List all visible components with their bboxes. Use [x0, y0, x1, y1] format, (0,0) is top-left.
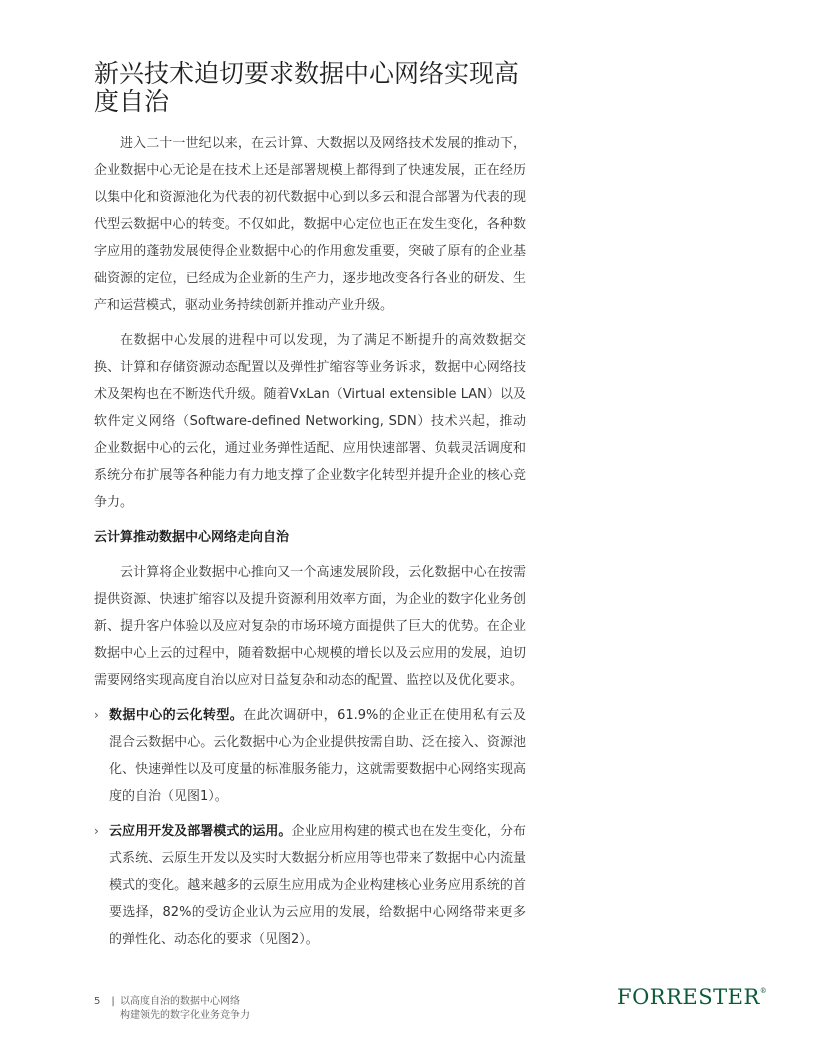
bullet-text: 企业应用构建的模式也在发生变化，分布式系统、云原生开发以及实时大数据分析应用等也带来了数据中心内流量模式的变化。越来越多的云原生应用成为企业构建核心业务应用系统的首要选择，82%的受访企业认为云应用的发展，给数据中心网络带来更多的弹性化、动态化的要求（见图2）。	[109, 824, 526, 947]
page-number: 5	[94, 996, 101, 1007]
footer-separator: |	[111, 996, 115, 1007]
bullet-item	[94, 702, 526, 810]
chevron-right-icon: ›	[94, 708, 99, 722]
intro-paragraph-1: 进入二十一世纪以来，在云计算、大数据以及网络技术发展的推动下，企业数据中心无论是在技术上还是部署规模上都得到了快速发展，正在经历以集中化和资源池化为代表的初代数据中心到以多云和混合部署为代表的现代型云数据中心的转变。不仅如此，数据中心定位也正在发生变化，各种数字应用的蓬勃发展使得企业数据中心的作用愈发重要，突破了原有的企业基础资源的定位，已经成为企业新的生产力，逐步地改变各行各业的研发、生产和运营模式，驱动业务持续创新并推动产业升级。	[94, 136, 526, 313]
chevron-right-icon: ›	[94, 824, 99, 838]
bullet-lead: 云应用开发及部署模式的运用。	[109, 824, 292, 839]
footer-title-line-1: 以高度自治的数据中心网络	[120, 996, 240, 1007]
forrester-logo	[617, 985, 767, 1011]
bullet-item	[94, 818, 526, 953]
section-heading: 云计算推动数据中心网络走向自治	[94, 530, 290, 545]
logo-text: FORRESTER	[617, 985, 760, 1009]
article-body	[94, 130, 526, 961]
intro-paragraph-2: 在数据中心发展的进程中可以发现，为了满足不断提升的高效数据交换、计算和存储资源动态配置以及弹性扩缩容等业务诉求，数据中心网络技术及架构也在不断迭代升级。随着VxLan（Virtual extensible LAN）以及软件定义网络（Software-defined Networking, SDN）技术兴起，推动企业数据中心的云化，通过业务弹性适配、应用快速部署、负载灵活调度和系统分布扩展等各种能力有力地支撑了企业数字化转型并提升企业的核心竞争力。	[94, 333, 526, 510]
page-footer	[94, 995, 250, 1023]
footer-title-line-2: 构建领先的数字化业务竞争力	[120, 1010, 250, 1021]
registered-mark: ®	[759, 987, 767, 995]
bullet-lead: 数据中心的云化转型。	[109, 708, 244, 723]
page-title: 新兴技术迫切要求数据中心网络实现高度自治	[94, 59, 520, 116]
bullet-text: 在此次调研中，61.9%的企业正在使用私有云及混合云数据中心。云化数据中心为企业提供按需自助、泛在接入、资源池化、快速弹性以及可度量的标准服务能力，这就需要数据中心网络实现高度的自治（见图1）。	[109, 708, 526, 804]
section-paragraph: 云计算将企业数据中心推向又一个高速发展阶段，云化数据中心在按需提供资源、快速扩缩容以及提升资源利用效率方面，为企业的数字化业务创新、提升客户体验以及应对复杂的市场环境方面提供了巨大的优势。在企业数据中心上云的过程中，随着数据中心规模的增长以及云应用的发展，迫切需要网络实现高度自治以应对日益复杂和动态的配置、监控以及优化要求。	[94, 565, 526, 688]
